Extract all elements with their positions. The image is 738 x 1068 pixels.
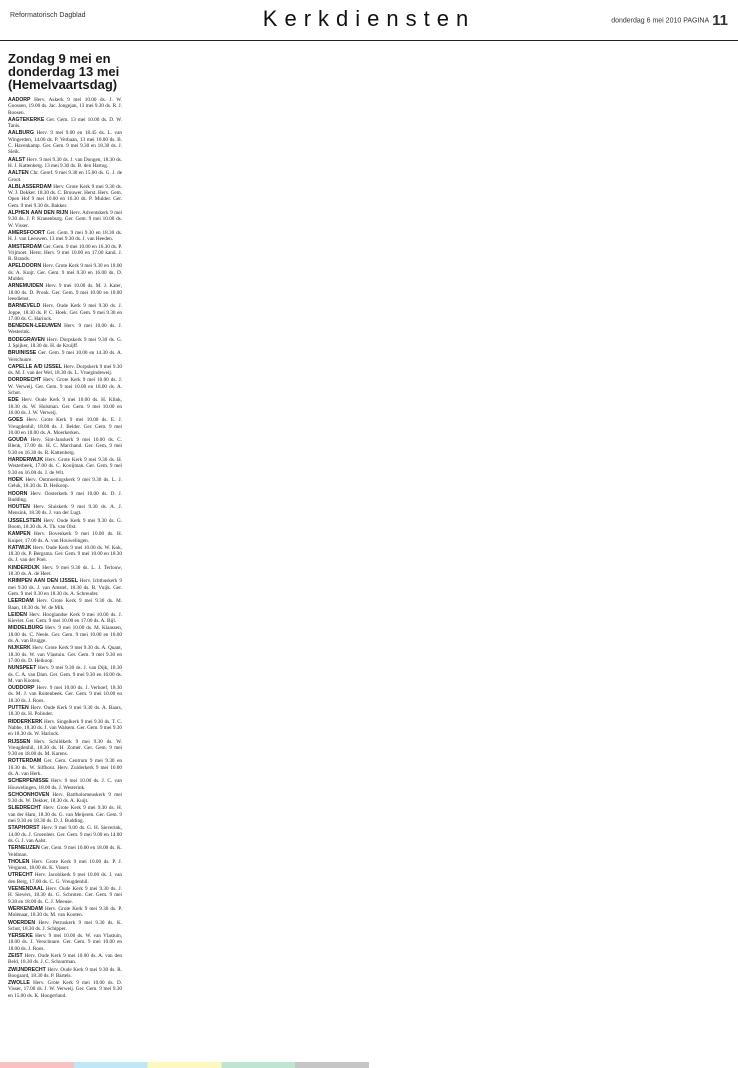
service-details: Herv. 9 mei 9.30 ds. L. J. Terlouw, 18.30 ds. A. de Heer. (8, 564, 123, 578)
place-name: ALBLASSERDAM (8, 183, 52, 190)
place-name: SCHERPENISSE (8, 778, 49, 785)
service-details: Herv. Oosterkerk 9 mei 10.00 ds. D. J. Budding. (8, 490, 122, 503)
service-details: Herv. Adventskerk 9 mei 9.30 ds. J. P. Kranenburg. Ger. Gem. 9 mei 10.00 ds. W. Visser. (8, 210, 122, 229)
place-name: AALTEN (8, 170, 29, 177)
page-number: 11 (712, 12, 728, 29)
page-date-label: donderdag 6 mei 2010 PAGINA (611, 17, 710, 25)
place-name: KATWIJK (8, 544, 32, 551)
place-name: BARNEVELD (8, 303, 41, 310)
service-entry (8, 598, 122, 611)
service-entry (8, 364, 122, 377)
place-name: HARDERWIJK (8, 457, 44, 464)
service-details: Herv. Ichthuskerk 9 mei 9.30 ds. J. van Amstel, 18.30 ds. B. Vuijk. Ger. Gem. 9 mei 9.30 en 18.30 ds. A. Schreuder. (8, 578, 122, 597)
place-name: ZWIJNDRECHT (8, 966, 46, 973)
service-details: Herv. 9 mei 10.00 ds. J. Westerink. (8, 323, 122, 336)
service-entry (8, 531, 122, 544)
place-name: KINDERDIJK (8, 564, 40, 571)
place-name: SLIEDRECHT (8, 805, 42, 812)
newspaper-name: Reformatorisch Dagblad (10, 12, 86, 19)
place-name: LEERDAM (8, 598, 34, 605)
service-details: Herv. Oude Kerk 9 mei 10.00 ds. W. Kok, 18.30 ds. P. Bergsma. Ger. Gem. 9 mei 10.00 en 18.30 ds. J. van der Poel. (8, 544, 122, 564)
service-entry (8, 578, 122, 597)
place-name: BRUINISSE (8, 350, 37, 357)
service-details: Herv. Oude Kerk 9 mei 9.30 ds. J. H. Sievers, 18.30 ds. G. Schroten. Ger. Gem. 9 mei 9.30 en 18.00 ds. C. J. Meeuse. (8, 886, 122, 905)
service-details: Herv. 9 mei 10.00 ds. J. Verhoef, 18.30 ds. M. J. van Ruitenbeek. Ger. Gem. 9 mei 10.00 en 18.30 ds. J. Roos. (8, 685, 123, 704)
service-details: Ger. Gem. 13 mei 10.00 ds. D. W. Tanis. (8, 116, 123, 130)
service-details: Herv. 9 mei 9.00 ds. G. H. Sieverink, 14.00 ds. J. Groenleer. Ger. Gem. 9 mei 9.00 en 14.00 ds. G. J. van Aalst. (8, 825, 122, 844)
service-entry (8, 886, 122, 905)
service-entry (8, 337, 122, 350)
service-entry (8, 980, 122, 999)
place-name: ZWOLLE (8, 980, 30, 987)
service-entry (8, 920, 122, 933)
service-entry (8, 477, 122, 490)
service-entry (8, 303, 122, 322)
service-details: Herv. Singelkerk 9 mei 9.30 ds. T. C. Nabbe, 18.30 ds. J. van Walsem. Ger. Gem. 9 mei 9.30 en 18.30 ds. W. Harinck. (8, 718, 122, 738)
service-entry (8, 933, 122, 952)
place-name: SCHOONHOVEN (8, 791, 50, 798)
service-entry (8, 97, 122, 116)
service-details: Herv. Grote Kerk 9 mei 10.00 ds. E. J. Vreugdenhil, 18.00 ds. J. Belder. Ger. Gem. 9 mei 10.00 en 18.00 ds. A. Moerkerken. (8, 417, 123, 436)
place-name: VEENENDAAL (8, 886, 44, 893)
service-details: Herv. Grote Kerk 9 mei 10.00 ds. J. W. Verweij. Ger. Gem. 9 mei 10.00 en 18.00 ds. A. Schot. (8, 377, 123, 397)
service-details: Herv. Ontmoetingskerk 9 mei 9.30 ds. L. J. Geluk, 18.30 ds. D. Heikoop. (8, 476, 122, 490)
service-entry (8, 758, 122, 777)
service-entry (8, 739, 122, 758)
service-entry (8, 612, 122, 625)
place-name: YERSEKE (8, 933, 33, 940)
service-entry (8, 859, 122, 872)
place-name: MIDDELBURG (8, 625, 44, 632)
service-details: Herv. Grote Kerk 9 mei 9.30 en 18.00 ds. A. Kuijt. Ger. Gem. 9 mei 9.30 en 16.00 ds. D. Mulder. (8, 263, 123, 283)
place-name: ROTTERDAM (8, 758, 42, 765)
service-details: Ger. Gem. 9 mei 10.00 en 14.30 ds. A. Verschuure. (8, 350, 122, 363)
service-details: Ger. Gem. 9 mei 9.30 en 18.30 ds. H. J. van Leeuwen. 13 mei 9.30 ds. J. van Heeden. (8, 229, 122, 243)
service-entry (8, 244, 122, 263)
service-entry (8, 685, 122, 704)
service-details: Herv. Bovenkerk 9 mei 10.00 ds. H. Kuiper, 17.00 ds. A. van Houwelingen. (8, 531, 123, 544)
service-entry (8, 504, 122, 517)
place-name: IJSSELSTEIN (8, 517, 42, 524)
place-name: PUTTEN (8, 705, 29, 712)
service-entry (8, 967, 122, 980)
service-details: Herv. Dorpskerk 9 mei 9.30 ds. M. J. van der Wel, 18.30 ds. L. Vroegindeweij. (8, 363, 122, 377)
service-details: Herv. Grote Kerk 9 mei 9.30 ds. A. Quant, 18.30 ds. W. van Vlastuin. Ger. Gem. 9 mei 9.30 en 17.00 ds. D. Heikoop. (8, 645, 122, 664)
service-entry (8, 117, 122, 130)
place-name: HOORN (8, 490, 28, 497)
place-name: ALPHEN AAN DEN RIJN (8, 210, 69, 217)
place-name: GOUDA (8, 437, 28, 444)
service-details: Herv. Petruskerk 9 mei 9.30 ds. K. Schot, 18.30 ds. J. Schipper. (8, 919, 123, 932)
service-entry (8, 377, 122, 396)
service-entry (8, 437, 122, 456)
service-details: Herv. 9 mei 9.30 ds. J. van Dijk, 18.30 ds. C. A. van Dam. Ger. Gem. 9 mei 9.30 en 16.00 ds. M. van Kooten. (8, 665, 123, 684)
service-entry (8, 845, 122, 858)
service-details: Herv. Grote Kerk 9 mei 9.30 ds. M. Baan, 18.30 ds. W. de Mik. (8, 598, 123, 611)
service-entry (8, 210, 122, 229)
place-name: RIDDERKERK (8, 718, 43, 725)
place-name: AAGTEKERKE (8, 116, 45, 123)
service-details: Herv. Grote Kerk 9 mei 9.30 ds. H. Westerbeek, 17.00 ds. C. Kooijman. Ger. Gem. 9 mei 9.30 en 16.00 ds. J. de Wit. (8, 457, 122, 476)
service-entry (8, 792, 122, 805)
service-entry (8, 719, 122, 738)
service-entry (8, 825, 122, 844)
place-name: THOLEN (8, 858, 30, 865)
service-details: Herv. Oude Kerk 9 mei 10.00 ds. H. Klink, 18.30 ds. W. Hulsman. Ger. Gem. 9 mei 10.00 en 16.00 ds. J. W. Verweij. (8, 397, 123, 416)
service-entry (8, 872, 122, 885)
page-header (0, 0, 738, 41)
place-name: BENEDEN-LEEUWEN (8, 323, 62, 330)
service-entry (8, 518, 122, 531)
place-name: KAMPEN (8, 531, 31, 538)
place-name: ARNEMUIDEN (8, 283, 44, 290)
place-name: RIJSSEN (8, 738, 31, 745)
service-details: Ger. Gem. Centrum 9 mei 9.30 en 16.30 ds. W. Silfhout. Herv. Zuiderkerk 9 mei 10.00 ds. A. van Herk. (8, 758, 123, 777)
place-name: ZEIST (8, 953, 23, 959)
place-name: AADORP (8, 97, 31, 103)
service-entry (8, 778, 122, 791)
service-entry (8, 184, 122, 209)
service-details: Herv. Grote Kerk 9 mei 9.30 ds. P. Molenaar, 18.30 ds. M. van Kooten. (8, 905, 123, 919)
service-entry (8, 565, 122, 578)
service-details: Ger. Gem. 9 mei 10.00 en 18.00 ds. K. Veldman. (8, 845, 123, 858)
service-details: Herv. 9 mei 10.00 ds. J. C. van Houwelingen, 18.00 ds. J. Westerink. (8, 778, 122, 791)
service-details: Herv. Grote Kerk 9 mei 10.00 ds. D. Visser, 17.00 ds. J. W. Verweij. Ger. Gem. 9 mei 9.30 en 15.00 ds. K. Hoogerland. (8, 980, 122, 999)
service-details: Herv. 9 mei 10.00 ds. M. J. Kater, 18.00 ds. D. Pronk. Ger. Gem. 9 mei 10.00 en 18.00 leesdienst. (8, 283, 122, 302)
service-entry (8, 906, 122, 919)
service-details: Herv. Hooglandse Kerk 9 mei 10.00 ds. J. Kieviet. Ger. Gem. 9 mei 10.00 en 17.00 ds. A. Bijl. (8, 611, 123, 625)
place-name: UTRECHT (8, 872, 33, 879)
service-details: Herv. Oude Kerk 9 mei 9.30 ds. A. Baars, 18.30 ds. H. Polinder. (8, 705, 122, 718)
place-name: OUDDORP (8, 685, 35, 692)
print-color-bar (0, 1062, 738, 1068)
place-name: WOERDEN (8, 919, 36, 926)
service-details: Herv. Schildkerk 9 mei 9.30 ds. W. Vreugdenhil, 18.30 ds. H. Zomer. Ger. Gem. 9 mei 9.30 en 18.00 ds. M. Karens. (8, 738, 122, 758)
service-details: Herv. Oude Kerk 9 mei 9.30 ds. R. Boogaard, 18.30 ds. P. Bartels. (8, 966, 122, 979)
place-name: NIJKERK (8, 645, 31, 652)
service-details: Herv. Sluiskerk 9 mei 9.30 ds. A. J. Mensink, 18.30 ds. J. van der Lugt. (8, 504, 123, 517)
service-details: Herv. Grote Kerk 9 mei 9.30 ds. H. van der Ham, 18.30 ds. G. van Meijeren. Ger. Gem. 9 mei 9.30 en 18.30 ds. D. J. Budding. (8, 805, 123, 825)
service-entry (8, 705, 122, 718)
place-name: GOES (8, 417, 23, 424)
service-details: Herv. Dorpskerk 9 mei 9.30 ds. G. J. Spijker, 18.30 ds. H. de Kruijff. (8, 336, 122, 349)
service-entry (8, 491, 122, 504)
intro-title: Zondag 9 mei en donderdag 13 mei (Hemelvaartsdag) (8, 51, 120, 92)
place-name: APELDOORN (8, 263, 42, 270)
place-name: WERKENDAM (8, 905, 43, 912)
service-details: Herv. Bartholomeuskerk 9 mei 9.30 ds. W. Dekker, 18.30 ds. A. Kuijt. (8, 791, 122, 805)
service-details: Herv. Sint-Janskerk 9 mei 10.00 ds. C. Blenk, 17.00 ds. H. C. Marchand. Ger. Gem. 9 mei 9.30 en 16.30 ds. R. Kattenberg. (8, 437, 123, 456)
service-details: Herv. Oude Kerk 9 mei 10.00 ds. A. van den Beld, 18.30 ds. J. C. Schuurman. (8, 953, 122, 966)
service-entry (8, 170, 122, 183)
place-name: HOEK (8, 476, 23, 483)
place-name: AMERSFOORT (8, 229, 45, 236)
service-entry (8, 397, 122, 416)
service-details: Herv. 9 mei 9.30 ds. J. van Dongen, 18.30 ds. H. J. Kattenberg. 13 mei 9.30 ds. B. den Hartog. (8, 156, 122, 169)
service-details: Herv. 9 mei 10.00 ds. W. van Vlastuin, 18.00 ds. J. Verschuure. Ger. Gem. 9 mei 10.00 en 18.00 ds. J. Roos. (8, 933, 123, 952)
service-details: Herv. Jacobikerk 9 mei 10.00 ds. J. van den Berg, 17.00 ds. C. G. Vreugdenhil. (8, 872, 123, 885)
place-name: BODEGRAVEN (8, 336, 45, 343)
service-details: Herv. 9 mei 10.00 ds. M. Klaassen, 18.00 ds. C. Neele. Ger. Gem. 9 mei 10.00 en 18.00 ds. A. van Brugge. (8, 625, 123, 645)
service-entry (8, 417, 122, 436)
church-service-listings (8, 52, 732, 1052)
service-details: Ger. Gem. 9 mei 10.00 en 16.30 ds. P. Vrijmoet. Herst. Herv. 9 mei 10.00 en 17.00 kand. J. R. Brands. (8, 243, 123, 263)
place-name: AALST (8, 156, 26, 163)
service-entry (8, 323, 122, 336)
service-details: Herv. 9 mei 9.00 en 18.45 ds. L. van Wingerden, 14.00 ds. P. Verbaan, 13 mei 10.00 ds. B. C. Havenkamp. Ger. Gem. 9 mei 9.30 en 18.30 ds. J. Sleik. (8, 130, 123, 156)
service-entry (8, 457, 122, 476)
service-details: Herv. Grote Kerk 9 mei 10.00 ds. P. J. Vergunst, 18.00 ds. K. Visser. (8, 858, 122, 872)
service-details: Herv. Oude Kerk 9 mei 9.30 ds. G. Boom, 18.30 ds. A. Th. van Olst. (8, 517, 122, 530)
service-entry (8, 283, 122, 302)
service-entry (8, 665, 122, 684)
service-entry (8, 625, 122, 644)
service-entry (8, 953, 122, 966)
place-name: AMSTERDAM (8, 243, 42, 250)
service-details: Herv. Oude Kerk 9 mei 9.30 ds. J. Joppe, 18.30 ds. P. C. Hoek. Ger. Gem. 9 mei 9.30 en 17.00 ds. C. Harinck. (8, 303, 122, 322)
place-name: EDE (8, 397, 19, 404)
section-title: Kerkdiensten (262, 6, 476, 31)
place-name: DORDRECHT (8, 377, 42, 384)
place-name: STAPHORST (8, 825, 40, 832)
service-entry (8, 805, 122, 824)
place-name: LEIDEN (8, 611, 28, 618)
service-entry (8, 350, 122, 363)
place-name: TERNEUZEN (8, 845, 40, 852)
service-entry (8, 230, 122, 243)
service-entry (8, 157, 122, 170)
place-name: NUNSPEET (8, 665, 37, 672)
service-details: Herv. Grote Kerk 9 mei 9.30 ds. W. J. Dekker. 18.30 ds. C. Brouwer. Herst. Herv. Gem. Open Hof 9 mei 10.00 en 16.30 ds. P. Mulder. Ger. Gem. 9 mei 9.30 ds. Bakker. (8, 183, 122, 209)
service-entry (8, 545, 122, 564)
place-name: KRIMPEN AAN DEN IJSSEL (8, 578, 78, 585)
service-details: Herv. Askerk 9 mei 10.00 ds. J. W. Goossen, 19.00 ds. Jac. Jongejan, 13 mei 9.30 ds. R. J. Roosen. (8, 97, 122, 116)
page-date (611, 12, 728, 29)
service-entry (8, 645, 122, 664)
place-name: AALBURG (8, 130, 34, 137)
service-details: Chr. Geref. 9 mei 9.30 en 15.00 ds. G. J. de Groot. (8, 170, 123, 183)
service-entry (8, 263, 122, 282)
service-entry (8, 130, 122, 155)
place-name: CAPELLE A/D IJSSEL (8, 363, 63, 370)
place-name: HOUTEN (8, 504, 30, 511)
